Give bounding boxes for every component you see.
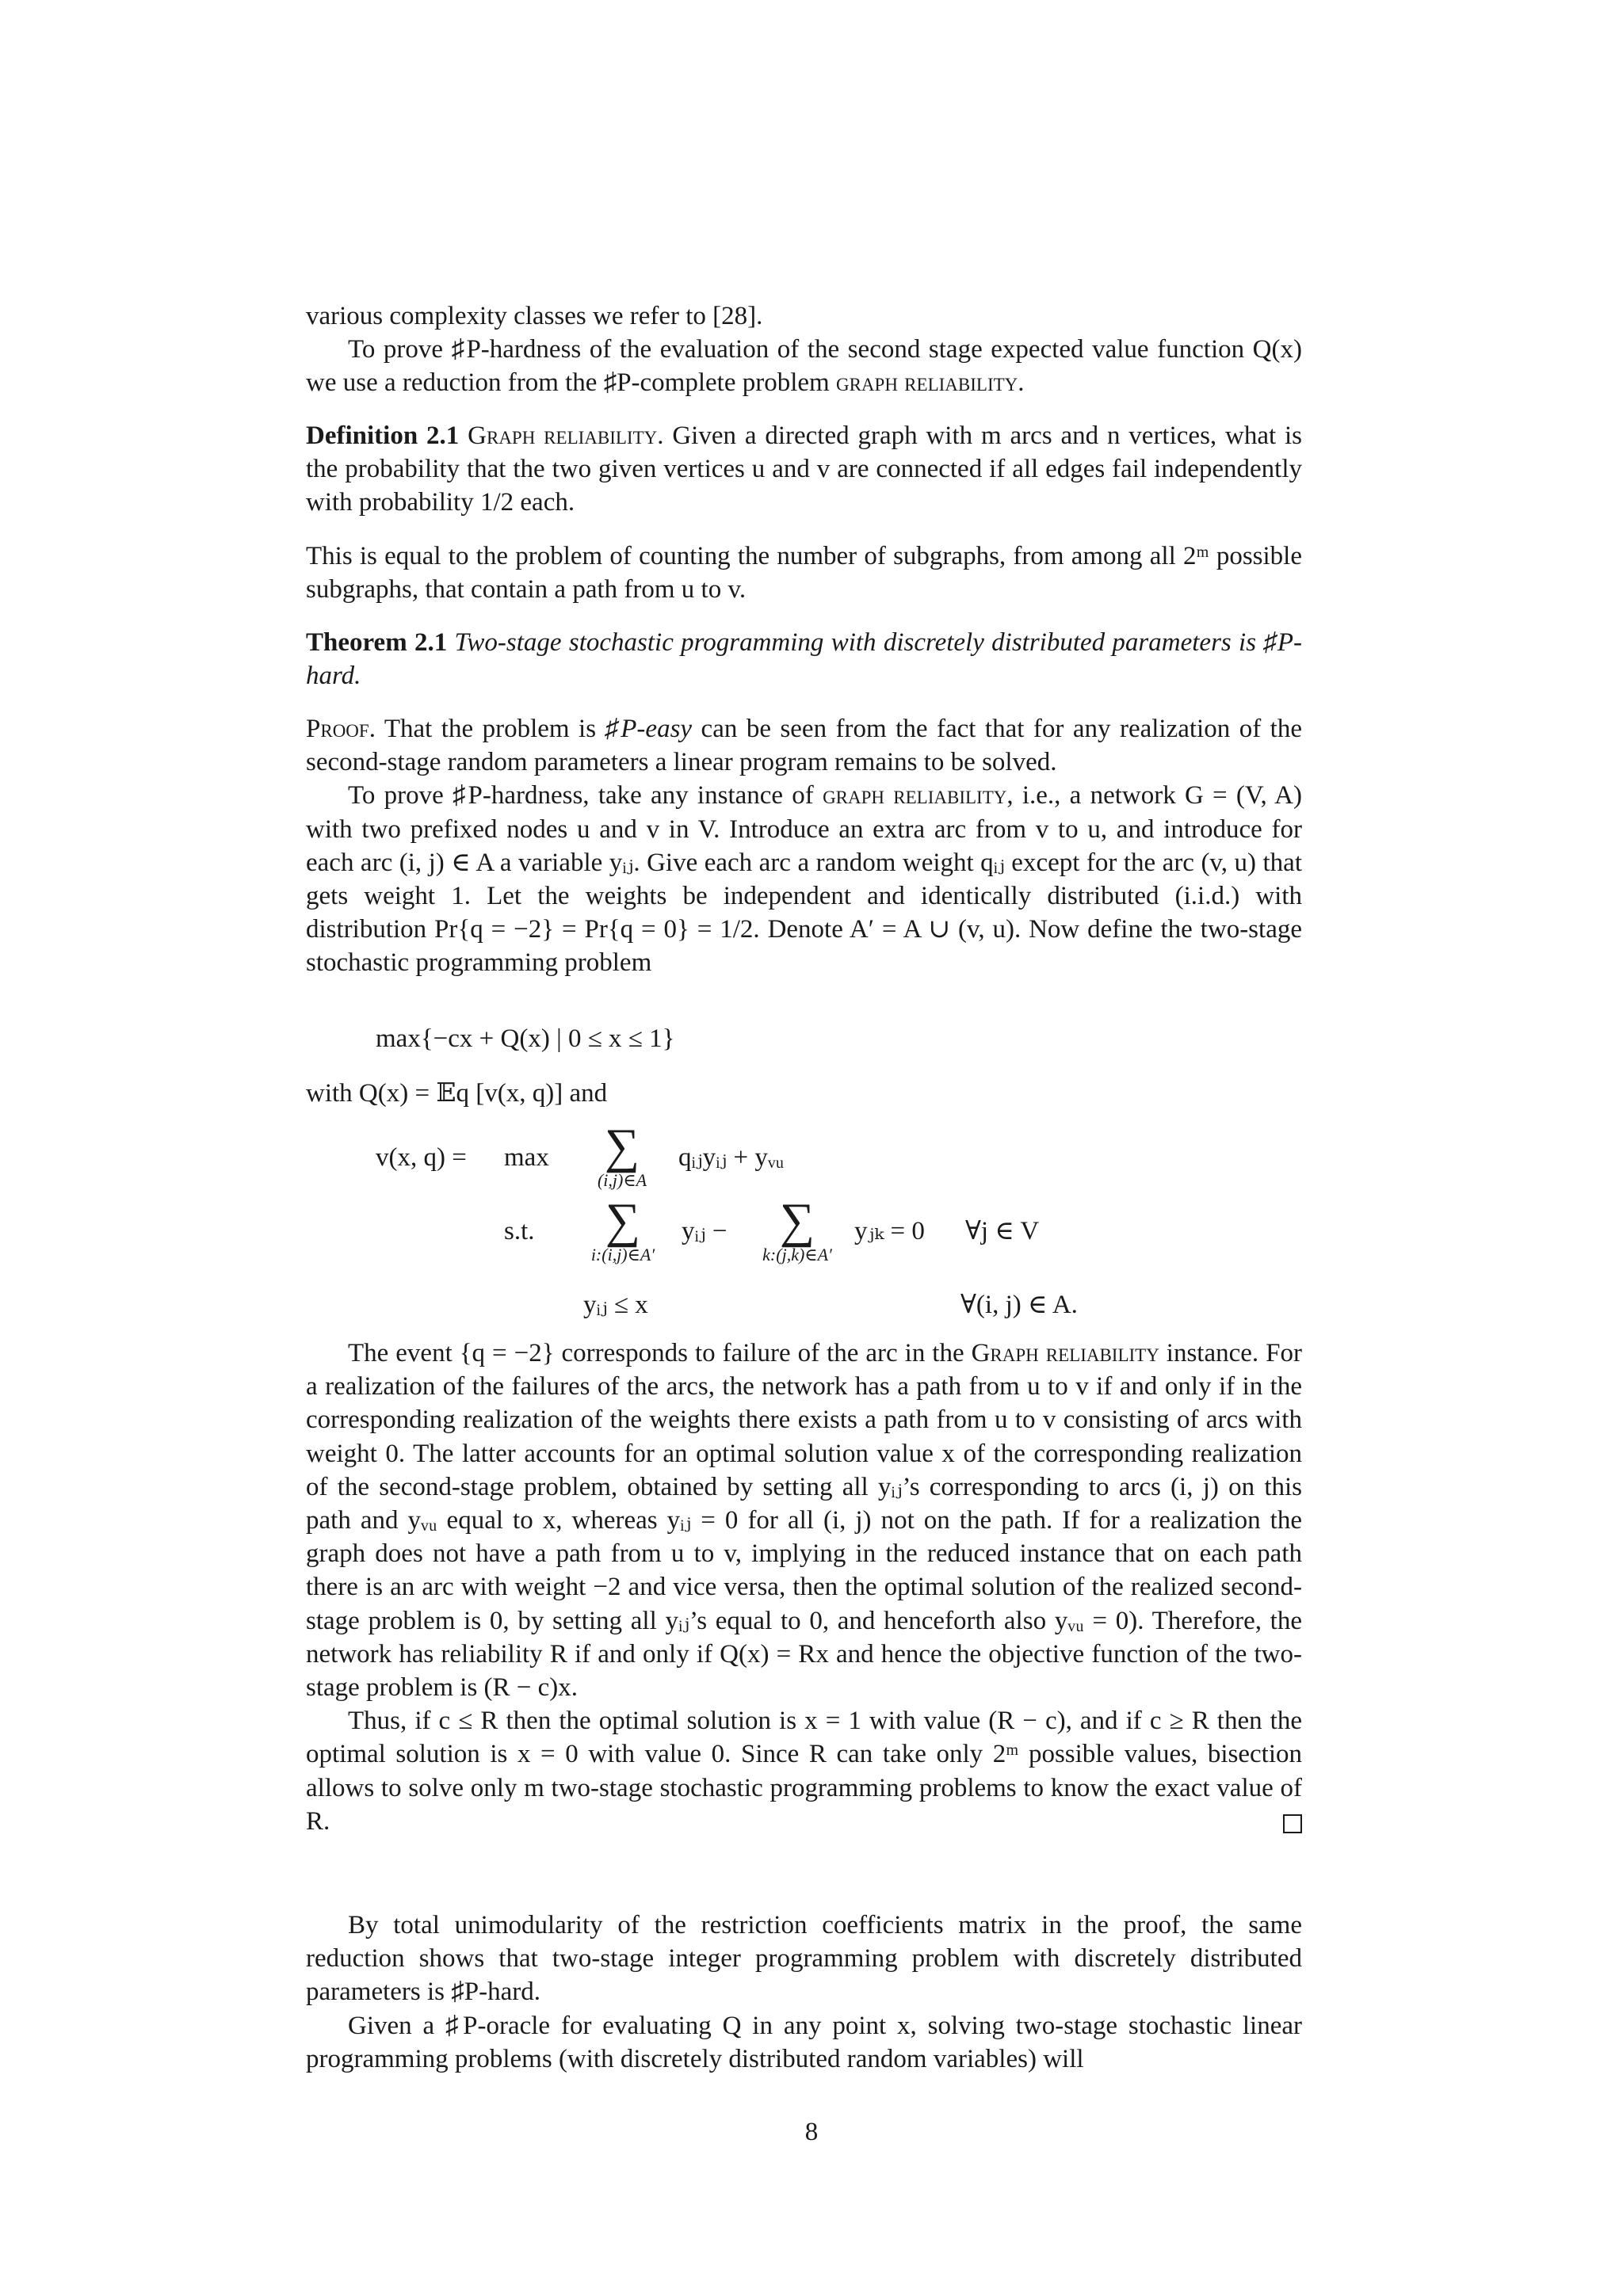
- max-operator: max: [504, 1143, 549, 1172]
- sum-outflow: ∑ k:(j,k)∈A′: [762, 1194, 832, 1264]
- definition-name: Graph reliability: [468, 421, 658, 450]
- theorem-label: Theorem 2.1: [306, 628, 448, 657]
- theorem-text: Theorem 2.1 Two-stage stochastic programming with discretely distributed parameters is ♯P-hard.: [306, 628, 1302, 691]
- qed-square-icon: [1283, 1814, 1302, 1833]
- proof-paragraph-4: Thus, if c ≤ R then the optimal solution is x = 1 with value (R − c), and if c ≥ R then the optimal solution is x = 0 with value 0. Since R can take only 2ᵐ possible values, bisection allows to solve only m two-stage stochastic programming problems to know the exact value of R.: [306, 1707, 1302, 1836]
- bound-constraint: yᵢⱼ ≤ x: [583, 1291, 648, 1319]
- definition-text: Definition 2.1 Graph reliability. Given a directed graph with m arcs and n vertices, what is the probability that the two given vertices u and v are connected if all edges fail independently with probability 1/2 each.: [306, 421, 1303, 517]
- sum-objective: ∑ (i,j)∈A: [597, 1119, 647, 1190]
- intro-paragraph: To prove ♯P-hardness of the evaluation of the second stage expected value function Q(x) we use a reduction from the ♯P-complete problem graph reliability.: [306, 335, 1302, 398]
- subject-to: s.t.: [504, 1217, 535, 1245]
- forall-arcs: ∀(i, j) ∈ A.: [960, 1291, 1078, 1319]
- equation-max: max{−cx + Q(x) | 0 ≤ x ≤ 1}: [376, 1024, 675, 1053]
- sum-inflow: ∑ i:(i,j)∈A′: [590, 1194, 655, 1264]
- closing-paragraph-2: Given a ♯P-oracle for evaluating Q in any point x, solving two-stage stochastic linear programming problems (with discretely distributed random variables) will: [306, 2011, 1302, 2073]
- proof-paragraph-3: The event {q = −2} corresponds to failure of the arc in the Graph reliability instance. For a realization of the failures of the arcs, the network has a path from u to v if and only if in the corresponding realization of the weights there exists a path from u to v consisting of arcs with weight 0. The latter accounts for an optimal solution value x of the corresponding realization of the second-stage problem, obtained by setting all yᵢⱼ’s corresponding to arcs (i, j) on this path and yᵥᵤ equal to x, whereas yᵢⱼ = 0 for all (i, j) not on the path. If for a realization the graph does not have a path from u to v, implying in the reduced instance that on each path there is an arc with weight −2 and vice versa, then the optimal solution of the realized second-stage problem is 0, by setting all yᵢⱼ’s equal to 0, and henceforth also yᵥᵤ = 0). Therefore, the network has reliability R if and only if Q(x) = Rx and hence the objective function of the two-stage problem is (R − c)x.: [306, 1339, 1302, 1703]
- proof-paragraph-1: Proof. That the problem is ♯P-easy can be seen from the fact that for any realization of the second-stage random parameters a linear program remains to be solved.: [306, 715, 1302, 777]
- v-lhs: v(x, q) =: [376, 1143, 467, 1172]
- objective-terms: qᵢⱼyᵢⱼ + yᵥᵤ: [678, 1143, 785, 1172]
- proof-paragraph-2: To prove ♯P-hardness, take any instance of graph reliability, i.e., a network G = (V, A) with two prefixed nodes u and v in V. Introduce an extra arc from v to u, and introduce for each arc (i, j) ∈ A a variable yᵢⱼ. Give each arc a random weight qᵢⱼ except for the arc (v, u) that gets weight 1. Let the weights be independent and identically distributed (i.i.d.) with distribution Pr{q = −2} = Pr{q = 0} = 1/2. Denote A′ = A ∪ (v, u). Now define the two-stage stochastic programming problem: [306, 781, 1302, 978]
- closing-paragraph-1: By total unimodularity of the restriction coefficients matrix in the proof, the same reduction shows that two-stage integer programming problem with discretely distributed parameters is ♯P-hard.: [306, 1911, 1302, 2007]
- definition-block: [306, 419, 1302, 520]
- closing-block: [306, 1909, 1302, 2076]
- intro-line: various complexity classes we refer to [28].: [306, 302, 763, 330]
- after-definition-text: This is equal to the problem of counting the number of subgraphs, from among all 2ᵐ possible subgraphs, that contain a path from u to v.: [306, 542, 1302, 605]
- intro-block: [306, 299, 1302, 400]
- forall-vertices: ∀j ∈ V: [965, 1217, 1040, 1245]
- after-definition-block: [306, 540, 1302, 606]
- theorem-block: [306, 626, 1302, 692]
- proof-block: [306, 712, 1302, 980]
- definition-label: Definition 2.1: [306, 421, 460, 450]
- inflow-term: yᵢⱼ −: [682, 1217, 727, 1245]
- page-number: 8: [804, 2118, 819, 2146]
- outflow-term: yⱼₖ = 0: [854, 1217, 925, 1245]
- proof-continued-block: [306, 1337, 1302, 1838]
- equation-with-line: with Q(x) = 𝔼q [v(x, q)] and: [306, 1079, 608, 1108]
- proof-label: Proof: [306, 715, 369, 743]
